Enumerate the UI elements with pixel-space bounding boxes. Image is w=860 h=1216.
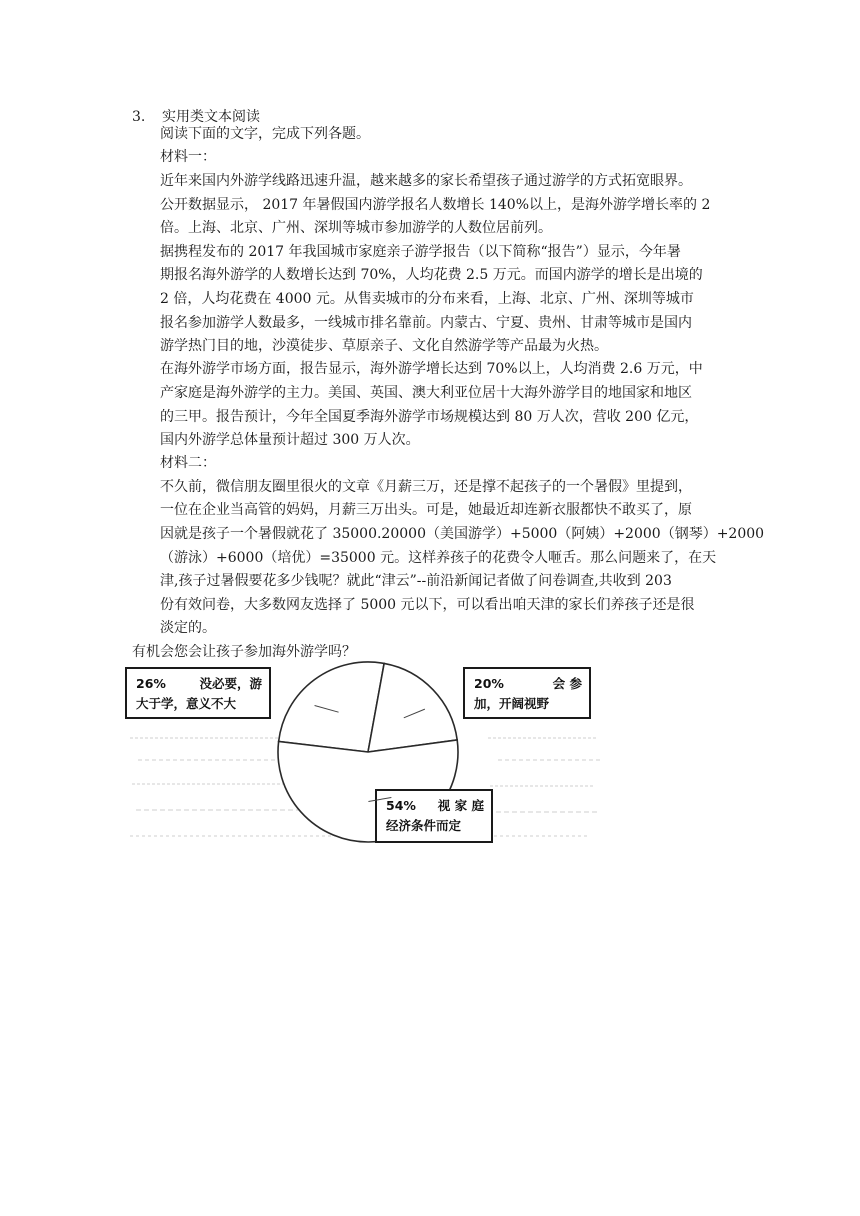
paragraph-line: 据携程发布的 2017 年我国城市家庭亲子游学报告（以下简称“报告”）显示，今年暑 xyxy=(160,244,681,260)
paragraph-line: 期报名海外游学的人数增长达到 70%，人均花费 2.5 万元。而国内游学的增长是出境的 xyxy=(160,267,703,283)
paragraph-line: 倍。上海、北京、广州、深圳等城市参加游学的人数位居前列。 xyxy=(160,220,552,236)
pie-slice xyxy=(368,663,457,752)
pie-slice xyxy=(279,662,384,752)
question-title: 实用类文本阅读 xyxy=(162,109,260,125)
paragraph-line: 游学热门目的地，沙漠徒步、草原亲子、文化自然游学等产品最为火热。 xyxy=(160,338,608,354)
slice-percent-label: 20% xyxy=(474,676,504,691)
slice-label-line: 视 家 庭 xyxy=(437,798,484,813)
question-number: 3. xyxy=(132,109,146,125)
paragraph-line: 份有效问卷，大多数网友选择了 5000 元以下，可以看出咱天津的家长们养孩子还是很 xyxy=(160,597,695,613)
paragraph-line: 产家庭是海外游学的主力。美国、英国、澳大利亚位居十大海外游学目的地国家和地区 xyxy=(160,385,692,401)
slice-percent-label: 26% xyxy=(136,676,166,691)
paragraph-line: 的三甲。报告预计，今年全国夏季海外游学市场规模达到 80 万人次，营收 200 亿元， xyxy=(160,409,699,425)
paragraph-line: 公开数据显示， 2017 年暑假国内游学报名人数增长 140%以上，是海外游学增长率的 2 xyxy=(160,197,711,213)
paragraph-line: 一位在企业当高管的妈妈，月薪三万出头。可是，她最近却连新衣服都快不敢买了，原 xyxy=(160,502,692,518)
pie-chart-svg xyxy=(118,656,608,870)
pie-chart xyxy=(118,656,608,870)
slice-label-line: 没必要，游 xyxy=(199,676,262,691)
paragraph-line: 近年来国内外游学线路迅速升温，越来越多的家长希望孩子通过游学的方式拓宽眼界。 xyxy=(160,173,692,189)
slice-label-line: 加，开阔视野 xyxy=(474,696,550,711)
paragraph-line: 报名参加游学人数最多，一线城市排名靠前。内蒙古、宁夏、贵州、甘肃等城市是国内 xyxy=(160,315,692,331)
paragraph-line: （游泳）+6000（培优）=35000 元。这样养孩子的花费令人咂舌。那么问题来了，在天 xyxy=(160,550,717,566)
paragraph-line: 在海外游学市场方面，报告显示，海外游学增长达到 70%以上，人均消费 2.6 万元，中 xyxy=(160,361,703,377)
instruction-line: 阅读下面的文字，完成下列各题。 xyxy=(160,126,370,142)
material-two-heading: 材料二： xyxy=(160,455,216,471)
paragraph-line: 2 倍，人均花费在 4000 元。从售卖城市的分布来看，上海、北京、广州、深圳等城市 xyxy=(160,291,694,307)
paragraph-line: 不久前，微信朋友圈里很火的文章《月薪三万，还是撑不起孩子的一个暑假》里提到， xyxy=(160,479,692,495)
paragraph-line: 津,孩子过暑假要花多少钱呢？就此“津云”--前沿新闻记者做了问卷调查,共收到 203 xyxy=(160,573,672,589)
chart-question: 有机会您会让孩子参加海外游学吗？ xyxy=(132,644,356,660)
slice-label-line: 大于学，意义不大 xyxy=(136,696,237,711)
paragraph-line: 因就是孩子一个暑假就花了 35000.20000（美国游学）+5000（阿姨）+2000（钢琴）+2000 xyxy=(160,526,765,542)
slice-percent-label: 54% xyxy=(386,798,416,813)
slice-label-line: 经济条件而定 xyxy=(386,818,462,833)
slice-label-line: 会 参 xyxy=(552,676,582,691)
material-one-heading: 材料一： xyxy=(160,149,216,165)
paragraph-line: 国内外游学总体量预计超过 300 万人次。 xyxy=(160,432,420,448)
paragraph-line: 淡定的。 xyxy=(160,620,216,636)
